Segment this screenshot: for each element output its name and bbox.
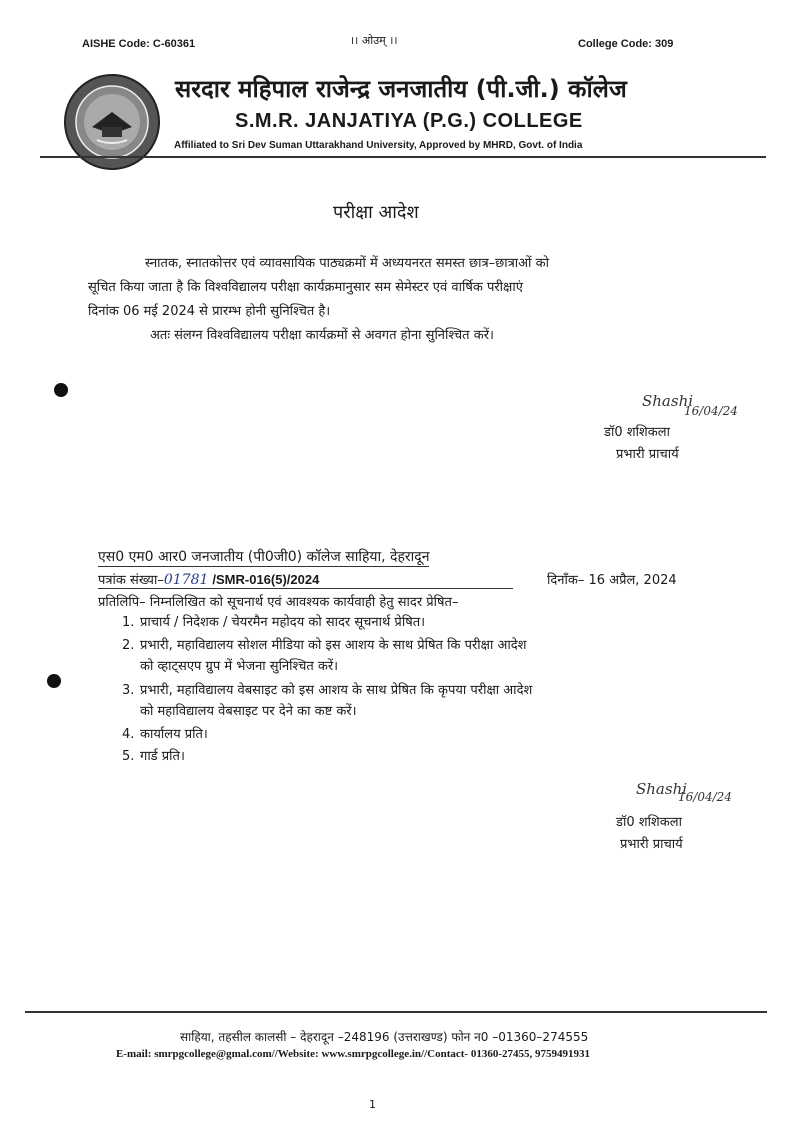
page-number: 1 [369,1098,376,1111]
college-name-hindi: सरदार महिपाल राजेन्द्र जनजातीय (पी.जी.) कॉलेज [175,75,627,103]
list-item-text: प्रभारी, महाविद्यालय सोशल मीडिया को इस आशय के साथ प्रेषित कि परीक्षा आदेश [140,638,527,653]
letter-number-handwritten: 01781 [163,572,209,588]
signature-handwritten: Shashi [642,392,694,410]
letter-reference: /SMR-016(5)/2024 [212,572,320,587]
list-item-number: 2. [122,638,135,653]
signatory-designation: प्रभारी प्राचार्य [616,447,679,462]
signature-date: 16/04/24 [678,790,732,804]
college-name-english: S.M.R. JANJATIYA (P.G.) COLLEGE [235,110,583,132]
letter-number-line [98,570,513,589]
punch-hole [47,674,61,688]
list-item-number: 4. [122,727,135,742]
notice-para1-line1: स्नातक, स्नातकोत्तर एवं व्यावसायिक पाठ्यक्रमों में अध्ययनरत समस्त छात्र–छात्राओं को [145,256,549,271]
signature-date: 16/04/24 [684,404,738,418]
list-item-text: प्राचार्य / निदेशक / चेयरमैन महोदय को सादर सूचनार्थ प्रेषित। [140,615,426,630]
header-rule [40,156,766,158]
list-item-number: 1. [122,615,135,630]
list-item-number: 5. [122,749,135,764]
footer-rule [25,1011,767,1013]
punch-hole [54,383,68,397]
signatory-name: डॉ0 शशिकला [616,815,682,830]
list-item-text: गार्ड प्रति। [140,749,185,764]
footer-address: साहिया, तहसील कालसी – देहरादून –248196 (उत्तराखण्ड) फोन न0 –01360–274555 [180,1030,589,1044]
om-text: ।। ओउम् ।। [350,34,398,47]
affiliation-text: Affiliated to Sri Dev Suman Uttarakhand University, Approved by MHRD, Govt. of India [174,140,583,151]
college-code: College Code: 309 [578,38,674,50]
notice-para1-line2: सूचित किया जाता है कि विश्वविद्यालय परीक्षा कार्यक्रमानुसार सम सेमेस्टर एवं वार्षिक परीक्षाएं [88,280,523,295]
signatory-name: डॉ0 शशिकला [604,425,670,440]
list-item-text-cont: को व्हाट्सएप ग्रुप में भेजना सुनिश्चित करें। [140,659,339,674]
footer-contact: E-mail: smrpgcollege@gmal.com//Website: www.smrpgcollege.in//Contact- 01360-27455, 9759491931 [116,1048,590,1060]
list-item-number: 3. [122,683,135,698]
notice-heading: परीक्षा आदेश [333,202,419,223]
college-address-line: एस0 एम0 आर0 जनजातीय (पी0जी0) कॉलेज साहिया, देहरादून [98,549,430,565]
signature-handwritten: Shashi [636,780,688,798]
signatory-designation: प्रभारी प्राचार्य [620,837,683,852]
letter-date: दिनाँक– 16 अप्रैल, 2024 [547,573,677,588]
list-item-text: प्रभारी, महाविद्यालय वेबसाइट को इस आशय के साथ प्रेषित कि कृपया परीक्षा आदेश [140,683,533,698]
letter-number-label: पत्रांक संख्या– [98,573,164,588]
list-item-text-cont: को महाविद्यालय वेबसाइट पर देने का कष्ट करें। [140,704,357,719]
aishe-code: AISHE Code: C-60361 [82,38,196,50]
list-item-text: कार्यालय प्रति। [140,727,208,742]
notice-para1-line3: दिनांक 06 मई 2024 से प्रारम्भ होनी सुनिश्चित है। [88,304,331,319]
copy-intro: प्रतिलिपि– निम्नलिखित को सूचनार्थ एवं आवश्यक कार्यवाही हेतु सादर प्रेषित– [98,595,459,610]
notice-para2: अतः संलग्न विश्वविद्यालय परीक्षा कार्यक्रमों से अवगत होना सुनिश्चित करें। [150,328,494,343]
